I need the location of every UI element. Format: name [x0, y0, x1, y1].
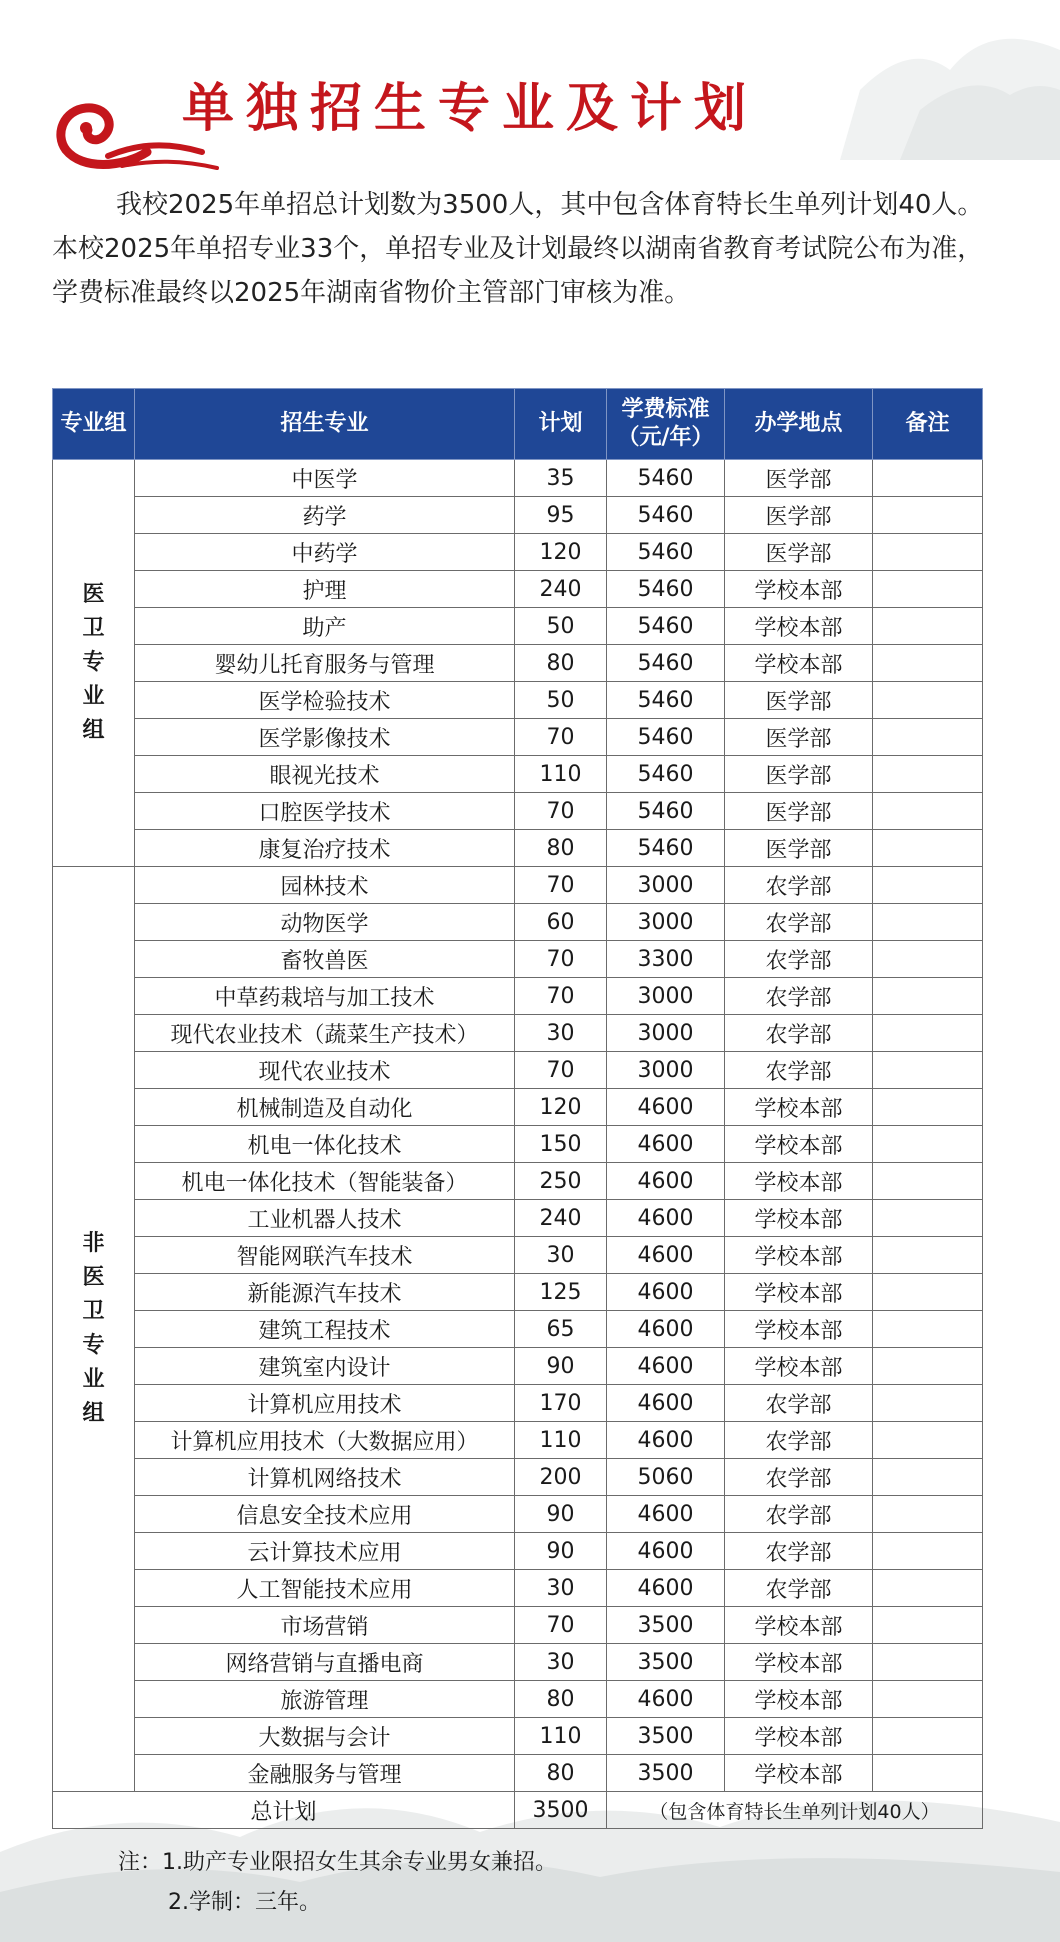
table-row — [53, 1422, 983, 1459]
cell-major: 婴幼儿托育服务与管理 — [135, 645, 515, 682]
cell-fee: 3500 — [607, 1607, 725, 1644]
cell-plan: 125 — [515, 1274, 607, 1311]
cell-plan: 120 — [515, 534, 607, 571]
table-row — [53, 497, 983, 534]
cell-fee: 3000 — [607, 904, 725, 941]
table-row — [53, 1348, 983, 1385]
cell-location: 医学部 — [725, 497, 873, 534]
cell-remark — [873, 978, 983, 1015]
cell-fee: 4600 — [607, 1089, 725, 1126]
table-row — [53, 867, 983, 904]
table-row — [53, 1681, 983, 1718]
cell-fee: 4600 — [607, 1200, 725, 1237]
cell-remark — [873, 1385, 983, 1422]
cell-fee: 4600 — [607, 1126, 725, 1163]
cell-major: 智能网联汽车技术 — [135, 1237, 515, 1274]
cell-fee: 3000 — [607, 1015, 725, 1052]
header-plan: 计划 — [515, 389, 607, 460]
cell-fee: 5060 — [607, 1459, 725, 1496]
cell-fee: 5460 — [607, 571, 725, 608]
cell-plan: 80 — [515, 1681, 607, 1718]
cell-fee: 3500 — [607, 1718, 725, 1755]
cell-fee: 3000 — [607, 978, 725, 1015]
cell-major: 医学检验技术 — [135, 682, 515, 719]
table-row — [53, 1200, 983, 1237]
cell-location: 学校本部 — [725, 1089, 873, 1126]
cell-plan: 250 — [515, 1163, 607, 1200]
cell-location: 医学部 — [725, 830, 873, 867]
table-row — [53, 830, 983, 867]
cell-fee: 5460 — [607, 756, 725, 793]
cell-remark — [873, 1348, 983, 1385]
cell-fee: 5460 — [607, 682, 725, 719]
table-row — [53, 645, 983, 682]
group-name-char: 业 — [82, 684, 105, 709]
table-row — [53, 1644, 983, 1681]
cell-plan: 70 — [515, 1607, 607, 1644]
cell-fee: 5460 — [607, 830, 725, 867]
table-row — [53, 1274, 983, 1311]
table-row — [53, 1163, 983, 1200]
cell-major: 大数据与会计 — [135, 1718, 515, 1755]
cell-plan: 240 — [515, 1200, 607, 1237]
cell-location: 医学部 — [725, 756, 873, 793]
cell-remark — [873, 719, 983, 756]
cell-remark — [873, 830, 983, 867]
table-row — [53, 534, 983, 571]
cell-location: 医学部 — [725, 793, 873, 830]
cell-major: 旅游管理 — [135, 1681, 515, 1718]
group-name-char: 组 — [82, 718, 105, 743]
table-row — [53, 904, 983, 941]
cell-plan: 70 — [515, 867, 607, 904]
cell-location: 农学部 — [725, 904, 873, 941]
cell-plan: 110 — [515, 1718, 607, 1755]
cell-location: 学校本部 — [725, 645, 873, 682]
cell-major: 市场营销 — [135, 1607, 515, 1644]
table-body — [53, 460, 983, 1829]
cell-remark — [873, 904, 983, 941]
cell-fee: 5460 — [607, 793, 725, 830]
cell-major: 中医学 — [135, 460, 515, 497]
cell-remark — [873, 1200, 983, 1237]
cell-plan: 30 — [515, 1570, 607, 1607]
cell-major: 护理 — [135, 571, 515, 608]
cell-plan: 50 — [515, 608, 607, 645]
group-name-char: 卫 — [82, 1299, 105, 1324]
cell-location: 学校本部 — [725, 1681, 873, 1718]
cell-plan: 90 — [515, 1533, 607, 1570]
cell-remark — [873, 1459, 983, 1496]
cell-remark — [873, 793, 983, 830]
cell-fee: 3500 — [607, 1644, 725, 1681]
cell-plan: 90 — [515, 1348, 607, 1385]
header-fee-line1: 学费标准 — [621, 397, 710, 422]
cell-remark — [873, 1015, 983, 1052]
cell-fee: 3000 — [607, 867, 725, 904]
cell-plan: 170 — [515, 1385, 607, 1422]
cell-plan: 30 — [515, 1237, 607, 1274]
total-row — [53, 1792, 983, 1829]
cell-location: 学校本部 — [725, 571, 873, 608]
cell-plan: 80 — [515, 1755, 607, 1792]
cell-remark — [873, 608, 983, 645]
cell-major: 机械制造及自动化 — [135, 1089, 515, 1126]
group-name-char: 业 — [82, 1367, 105, 1392]
cell-location: 农学部 — [725, 1496, 873, 1533]
cell-location: 农学部 — [725, 1385, 873, 1422]
cell-major: 云计算技术应用 — [135, 1533, 515, 1570]
cell-remark — [873, 1163, 983, 1200]
cell-plan: 110 — [515, 756, 607, 793]
cell-major: 网络营销与直播电商 — [135, 1644, 515, 1681]
table-row — [53, 608, 983, 645]
cell-major: 机电一体化技术 — [135, 1126, 515, 1163]
header-major: 招生专业 — [135, 389, 515, 460]
cell-major: 计算机网络技术 — [135, 1459, 515, 1496]
cell-plan: 35 — [515, 460, 607, 497]
cell-plan: 65 — [515, 1311, 607, 1348]
cell-fee: 3300 — [607, 941, 725, 978]
cell-major: 口腔医学技术 — [135, 793, 515, 830]
header-fee-line2: （元/年） — [617, 425, 714, 450]
table-row — [53, 793, 983, 830]
group-name-char: 医 — [82, 1265, 105, 1290]
table-row — [53, 1570, 983, 1607]
cell-major: 中药学 — [135, 534, 515, 571]
cell-fee: 4600 — [607, 1348, 725, 1385]
cell-remark — [873, 1089, 983, 1126]
cell-remark — [873, 1237, 983, 1274]
cell-location: 农学部 — [725, 1422, 873, 1459]
total-plan: 3500 — [515, 1792, 607, 1829]
page-title: 单独招生专业及计划 — [182, 78, 759, 139]
cell-major: 康复治疗技术 — [135, 830, 515, 867]
cell-location: 农学部 — [725, 1052, 873, 1089]
group-name-char: 医 — [82, 582, 105, 607]
table-row — [53, 1459, 983, 1496]
cell-plan: 200 — [515, 1459, 607, 1496]
header-fee — [607, 389, 725, 460]
footnotes — [118, 1843, 557, 1923]
table-header-row — [53, 389, 983, 460]
cell-major: 信息安全技术应用 — [135, 1496, 515, 1533]
cell-location: 学校本部 — [725, 1237, 873, 1274]
cell-remark — [873, 941, 983, 978]
total-note: （包含体育特长生单列计划40人） — [607, 1792, 983, 1829]
cell-plan: 70 — [515, 719, 607, 756]
cell-plan: 150 — [515, 1126, 607, 1163]
cell-fee: 5460 — [607, 534, 725, 571]
cell-plan: 30 — [515, 1644, 607, 1681]
cell-location: 学校本部 — [725, 1200, 873, 1237]
table-row — [53, 756, 983, 793]
group-name-cell — [53, 867, 135, 1792]
cell-plan: 110 — [515, 1422, 607, 1459]
table-row — [53, 1089, 983, 1126]
cell-fee: 4600 — [607, 1570, 725, 1607]
cell-location: 农学部 — [725, 941, 873, 978]
cell-plan: 50 — [515, 682, 607, 719]
cell-location: 学校本部 — [725, 1348, 873, 1385]
cell-fee: 4600 — [607, 1163, 725, 1200]
cell-major: 建筑室内设计 — [135, 1348, 515, 1385]
cell-fee: 3500 — [607, 1755, 725, 1792]
header-remark: 备注 — [873, 389, 983, 460]
table-row — [53, 978, 983, 1015]
cell-plan: 60 — [515, 904, 607, 941]
cell-fee: 4600 — [607, 1385, 725, 1422]
table-row — [53, 1718, 983, 1755]
cell-location: 学校本部 — [725, 1274, 873, 1311]
cell-location: 医学部 — [725, 534, 873, 571]
cell-plan: 70 — [515, 793, 607, 830]
cell-plan: 80 — [515, 830, 607, 867]
cell-remark — [873, 1274, 983, 1311]
enrollment-plan-table — [52, 388, 983, 1829]
cell-location: 学校本部 — [725, 608, 873, 645]
cell-remark — [873, 682, 983, 719]
cell-plan: 90 — [515, 1496, 607, 1533]
table-row — [53, 1052, 983, 1089]
cell-plan: 70 — [515, 941, 607, 978]
cell-major: 建筑工程技术 — [135, 1311, 515, 1348]
cell-remark — [873, 1311, 983, 1348]
cell-plan: 95 — [515, 497, 607, 534]
cell-plan: 240 — [515, 571, 607, 608]
header-location: 办学地点 — [725, 389, 873, 460]
table-row — [53, 719, 983, 756]
cell-major: 新能源汽车技术 — [135, 1274, 515, 1311]
header-group: 专业组 — [53, 389, 135, 460]
cell-remark — [873, 571, 983, 608]
cell-remark — [873, 460, 983, 497]
intro-paragraph: 我校2025年单招总计划数为3500人，其中包含体育特长生单列计划40人。本校2025年单招专业33个，单招专业及计划最终以湖南省教育考试院公布为准，学费标准最终以2025年湖南省物价主管部门审核为准。 — [52, 190, 984, 308]
cell-remark — [873, 497, 983, 534]
footnote-1: 注：1.助产专业限招女生其余专业男女兼招。 — [118, 1850, 557, 1875]
cell-major: 现代农业技术 — [135, 1052, 515, 1089]
table-row — [53, 941, 983, 978]
cell-location: 学校本部 — [725, 1755, 873, 1792]
cell-location: 农学部 — [725, 1015, 873, 1052]
cell-major: 眼视光技术 — [135, 756, 515, 793]
table-row — [53, 1496, 983, 1533]
table-row — [53, 682, 983, 719]
cell-plan: 70 — [515, 1052, 607, 1089]
cell-location: 医学部 — [725, 719, 873, 756]
cell-plan: 30 — [515, 1015, 607, 1052]
cell-remark — [873, 1126, 983, 1163]
table-row — [53, 460, 983, 497]
cell-remark — [873, 756, 983, 793]
cell-location: 农学部 — [725, 1533, 873, 1570]
cell-remark — [873, 645, 983, 682]
cell-fee: 4600 — [607, 1274, 725, 1311]
cell-major: 计算机应用技术（大数据应用） — [135, 1422, 515, 1459]
cell-major: 助产 — [135, 608, 515, 645]
cell-fee: 5460 — [607, 497, 725, 534]
cell-fee: 5460 — [607, 460, 725, 497]
group-name-char: 卫 — [82, 616, 105, 641]
cell-remark — [873, 1607, 983, 1644]
table-row — [53, 1311, 983, 1348]
cell-plan: 70 — [515, 978, 607, 1015]
cell-location: 农学部 — [725, 978, 873, 1015]
cell-fee: 5460 — [607, 645, 725, 682]
cell-location: 学校本部 — [725, 1644, 873, 1681]
cell-remark — [873, 1052, 983, 1089]
cell-location: 学校本部 — [725, 1163, 873, 1200]
cell-remark — [873, 1570, 983, 1607]
cell-major: 机电一体化技术（智能装备） — [135, 1163, 515, 1200]
cell-remark — [873, 1422, 983, 1459]
table-row — [53, 1385, 983, 1422]
cell-location: 农学部 — [725, 1459, 873, 1496]
cell-remark — [873, 867, 983, 904]
page-header — [52, 60, 1012, 170]
cell-location: 学校本部 — [725, 1607, 873, 1644]
cell-fee: 4600 — [607, 1681, 725, 1718]
cell-location: 医学部 — [725, 682, 873, 719]
cell-fee: 4600 — [607, 1311, 725, 1348]
cell-major: 中草药栽培与加工技术 — [135, 978, 515, 1015]
group-name-cell — [53, 460, 135, 867]
cell-major: 现代农业技术（蔬菜生产技术） — [135, 1015, 515, 1052]
cell-location: 农学部 — [725, 1570, 873, 1607]
table-row — [53, 571, 983, 608]
cell-remark — [873, 1681, 983, 1718]
cell-major: 金融服务与管理 — [135, 1755, 515, 1792]
cell-major: 园林技术 — [135, 867, 515, 904]
cell-major: 医学影像技术 — [135, 719, 515, 756]
table-row — [53, 1755, 983, 1792]
cell-fee: 4600 — [607, 1237, 725, 1274]
cell-remark — [873, 1644, 983, 1681]
group-name-char: 专 — [82, 1333, 105, 1358]
table-row — [53, 1237, 983, 1274]
cell-plan: 80 — [515, 645, 607, 682]
cell-major: 动物医学 — [135, 904, 515, 941]
cell-remark — [873, 1718, 983, 1755]
cell-major: 人工智能技术应用 — [135, 1570, 515, 1607]
cell-location: 学校本部 — [725, 1126, 873, 1163]
cell-plan: 120 — [515, 1089, 607, 1126]
cell-location: 农学部 — [725, 867, 873, 904]
cell-major: 计算机应用技术 — [135, 1385, 515, 1422]
cell-remark — [873, 534, 983, 571]
cell-fee: 5460 — [607, 719, 725, 756]
table-row — [53, 1533, 983, 1570]
cell-location: 学校本部 — [725, 1718, 873, 1755]
total-label: 总计划 — [53, 1792, 515, 1829]
cell-location: 学校本部 — [725, 1311, 873, 1348]
table-row — [53, 1607, 983, 1644]
cell-major: 畜牧兽医 — [135, 941, 515, 978]
cell-major: 药学 — [135, 497, 515, 534]
table-row — [53, 1126, 983, 1163]
cell-major: 工业机器人技术 — [135, 1200, 515, 1237]
cell-remark — [873, 1533, 983, 1570]
table-row — [53, 1015, 983, 1052]
cell-fee: 4600 — [607, 1422, 725, 1459]
cell-fee: 4600 — [607, 1533, 725, 1570]
group-name-char: 组 — [82, 1401, 105, 1426]
cell-fee: 3000 — [607, 1052, 725, 1089]
group-name-char: 非 — [82, 1231, 105, 1256]
cell-fee: 5460 — [607, 608, 725, 645]
footnote-2: 2.学制：三年。 — [168, 1890, 321, 1915]
cell-fee: 4600 — [607, 1496, 725, 1533]
cell-remark — [873, 1496, 983, 1533]
cell-remark — [873, 1755, 983, 1792]
cell-location: 医学部 — [725, 460, 873, 497]
group-name-char: 专 — [82, 650, 105, 675]
